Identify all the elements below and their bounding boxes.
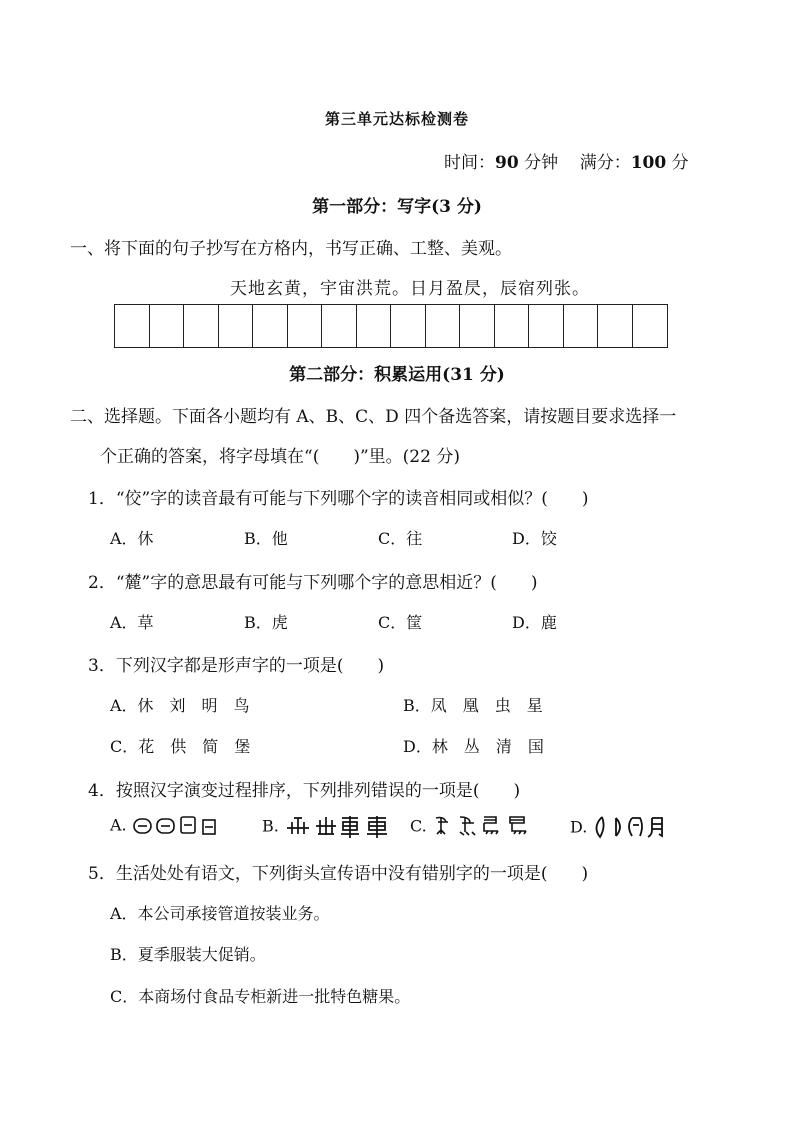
grid-cell[interactable] — [633, 305, 668, 347]
q2-option-d[interactable]: D．鹿 — [512, 613, 557, 632]
time-label: 时间： — [444, 153, 495, 173]
q3-option-d[interactable]: D．林 丛 清 国 — [403, 737, 544, 756]
horse-evolution-icon — [432, 814, 536, 838]
q1-option-b[interactable]: B．他 — [244, 529, 288, 548]
exam-title: 第三单元达标检测卷 — [324, 110, 469, 128]
q4-option-a-label: A. — [110, 815, 127, 835]
writing-grid[interactable] — [114, 304, 668, 348]
grid-cell[interactable] — [598, 305, 633, 347]
grid-cell[interactable] — [219, 305, 254, 347]
time-unit: 分钟 — [524, 153, 559, 173]
q5-option-b[interactable]: B．夏季服装大促销。 — [110, 945, 266, 964]
score-unit: 分 — [671, 153, 689, 173]
copy-sentence: 天地玄黄，宇宙洪荒。日月盈昃，辰宿列张。 — [230, 279, 590, 299]
grid-cell[interactable] — [150, 305, 185, 347]
q5-stem: 5．生活处处有语文，下列街头宣传语中没有错别字的一项是( ) — [88, 864, 589, 884]
q3-option-a[interactable]: A．休 刘 明 鸟 — [110, 696, 250, 715]
question-two-line1: 二、选择题。下面各小题均有 A、B、C、D 四个备选答案，请按题目要求选择一 — [70, 407, 677, 427]
grid-cell[interactable] — [115, 305, 150, 347]
q4-option-a[interactable] — [110, 814, 228, 836]
grid-cell[interactable] — [322, 305, 357, 347]
grid-cell[interactable] — [460, 305, 495, 347]
score-value: 100 — [630, 153, 667, 173]
grid-cell[interactable] — [391, 305, 426, 347]
q4-option-b-label: B. — [262, 816, 279, 836]
q5-option-c[interactable]: C．本商场付食品专柜新进一批特色糖果。 — [110, 987, 411, 1006]
score-label: 满分： — [579, 153, 631, 173]
moon-evolution-icon — [592, 814, 672, 840]
vehicle-evolution-icon — [284, 814, 396, 838]
time-value: 90 — [495, 153, 519, 173]
grid-cell[interactable] — [253, 305, 288, 347]
exam-meta — [444, 148, 689, 173]
q4-option-d-label: D. — [570, 817, 588, 837]
q1-option-d[interactable]: D．饺 — [512, 529, 557, 548]
sun-evolution-icon — [132, 814, 228, 836]
part1-heading: 第一部分：写字(3 分) — [312, 197, 482, 217]
q2-option-a[interactable]: A．草 — [110, 613, 154, 632]
grid-cell[interactable] — [184, 305, 219, 347]
q3-option-c[interactable]: C．花 供 简 堡 — [110, 737, 251, 756]
q4-option-d[interactable] — [570, 814, 672, 840]
part2-heading: 第二部分：积累运用(31 分) — [289, 365, 505, 385]
grid-cell[interactable] — [529, 305, 564, 347]
grid-cell[interactable] — [288, 305, 323, 347]
grid-cell[interactable] — [357, 305, 392, 347]
grid-cell[interactable] — [564, 305, 599, 347]
q4-option-b[interactable] — [262, 814, 396, 838]
q2-option-b[interactable]: B．虎 — [244, 613, 288, 632]
q1-stem: 1．“佼”字的读音最有可能与下列哪个字的读音相同或相似？( ) — [88, 489, 589, 509]
question-one: 一、将下面的句子抄写在方格内，书写正确、工整、美观。 — [70, 239, 512, 259]
q4-stem: 4．按照汉字演变过程排序，下列排列错误的一项是( ) — [88, 781, 521, 801]
q2-option-c[interactable]: C．筐 — [378, 613, 423, 632]
grid-cell[interactable] — [426, 305, 461, 347]
q3-option-b[interactable]: B．凤 凰 虫 星 — [403, 696, 543, 715]
q4-option-c[interactable] — [410, 814, 536, 838]
q4-option-c-label: C. — [410, 816, 427, 836]
grid-cell[interactable] — [495, 305, 530, 347]
question-two-line2: 个正确的答案，将字母填在“( )”里。(22 分) — [100, 447, 460, 467]
q3-stem: 3．下列汉字都是形声字的一项是( ) — [88, 656, 385, 676]
q1-option-a[interactable]: A．休 — [110, 529, 154, 548]
q2-stem: 2．“麓”字的意思最有可能与下列哪个字的意思相近？( ) — [88, 573, 538, 593]
q5-option-a[interactable]: A．本公司承接管道按装业务。 — [110, 904, 330, 923]
q1-option-c[interactable]: C．往 — [378, 529, 423, 548]
